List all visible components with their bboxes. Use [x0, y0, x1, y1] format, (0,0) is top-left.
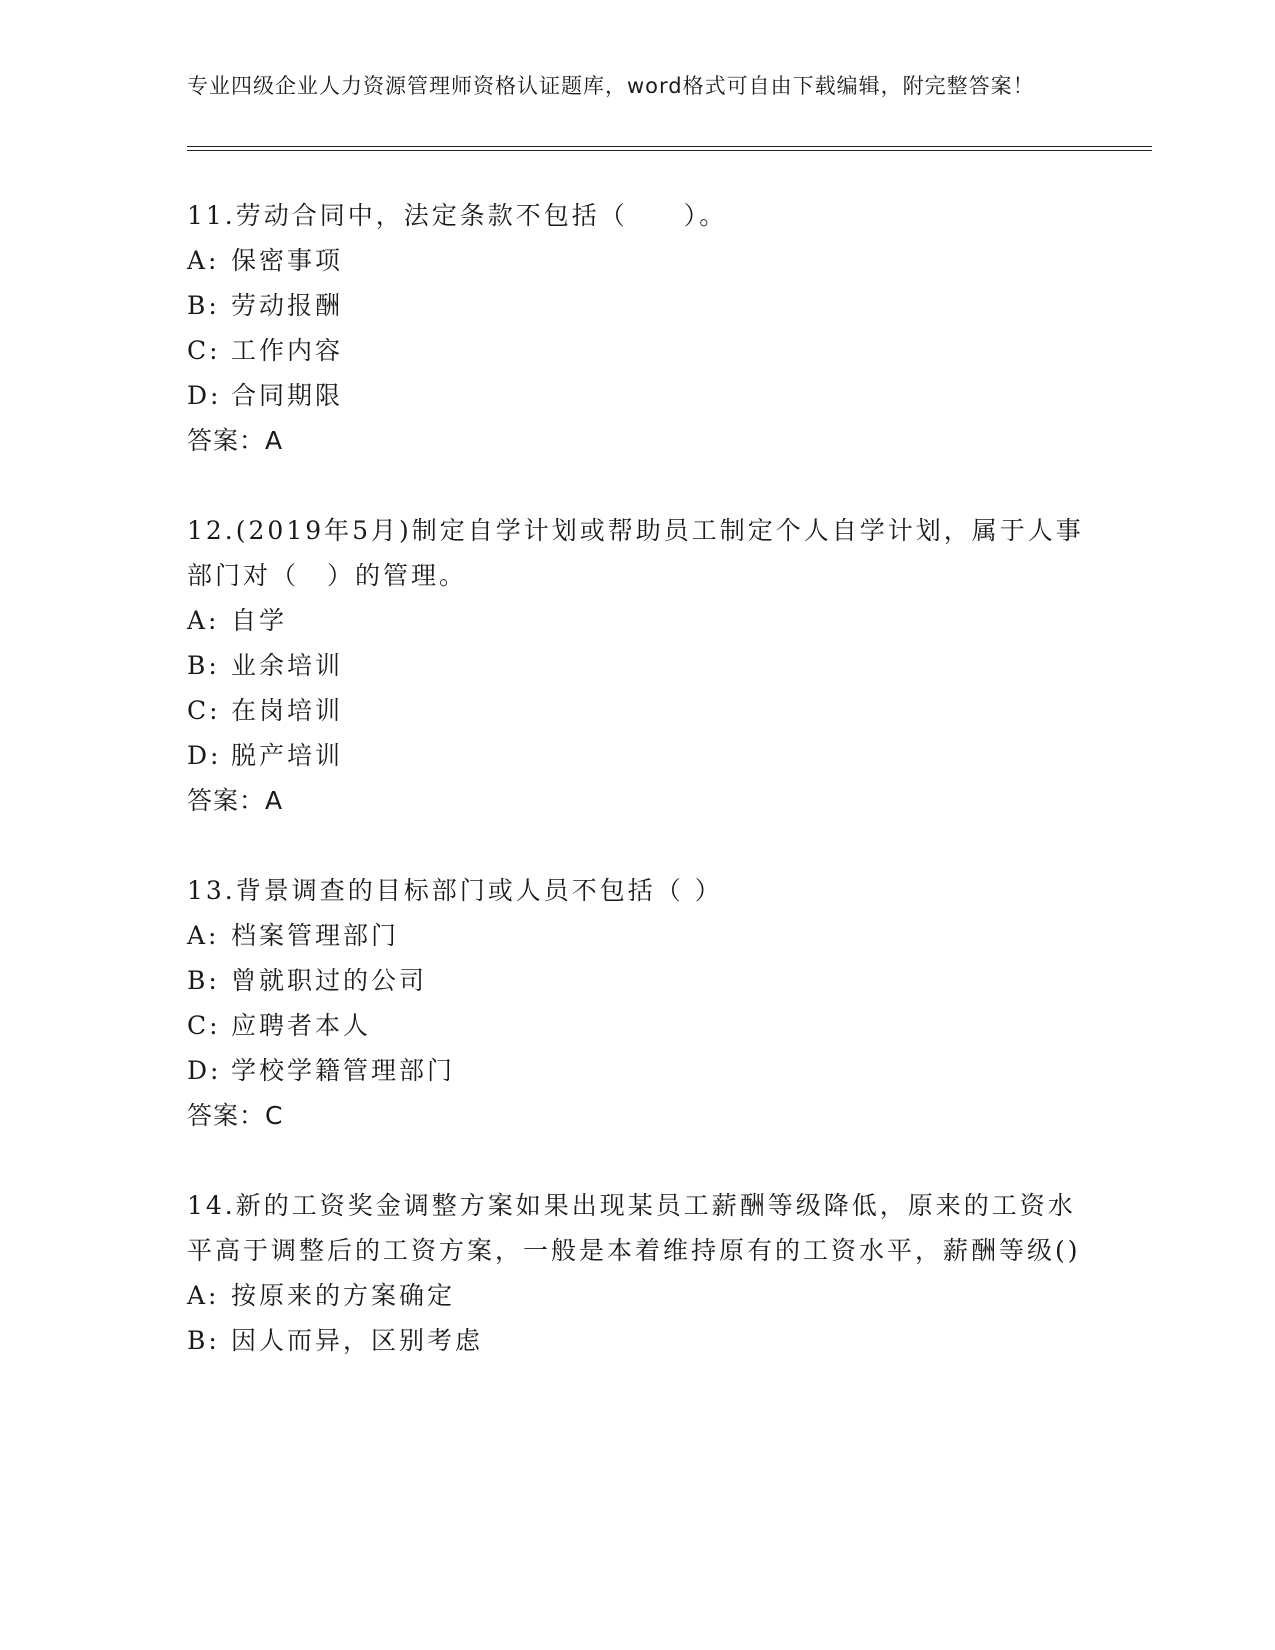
option-key: A: — [187, 246, 220, 275]
question-list — [187, 193, 1152, 1363]
option-a — [187, 1273, 1152, 1318]
option-text: 劳动报酬 — [231, 291, 344, 320]
option-text: 自学 — [231, 606, 288, 635]
option-key: C: — [187, 1011, 221, 1040]
option-d — [187, 733, 1152, 778]
header-divider — [187, 146, 1152, 151]
option-b — [187, 283, 1152, 328]
option-d — [187, 1048, 1152, 1093]
option-text: 合同期限 — [231, 381, 344, 410]
option-key: A: — [187, 921, 220, 950]
option-a — [187, 598, 1152, 643]
option-text: 按原来的方案确定 — [231, 1281, 456, 1310]
option-key: B: — [187, 651, 220, 680]
document-header: 专业四级企业人力资源管理师资格认证题库，word格式可自由下载编辑，附完整答案！ — [187, 74, 1035, 98]
option-text: 工作内容 — [231, 336, 344, 365]
option-a — [187, 913, 1152, 958]
question-stem: 12.(2019年5月)制定自学计划或帮助员工制定个人自学计划，属于人事部门对（ ）的管理。 — [187, 516, 1084, 590]
option-c — [187, 688, 1152, 733]
answer-line: 答案：C — [187, 1101, 284, 1130]
option-key: B: — [187, 1326, 220, 1355]
option-key: A: — [187, 1281, 220, 1310]
option-key: B: — [187, 966, 220, 995]
answer-line: 答案：A — [187, 426, 284, 455]
answer-line: 答案：A — [187, 786, 284, 815]
question-11 — [187, 193, 1152, 463]
option-text: 在岗培训 — [231, 696, 344, 725]
option-a — [187, 238, 1152, 283]
question-stem: 11.劳动合同中，法定条款不包括（ ）。 — [187, 201, 728, 230]
option-c — [187, 1003, 1152, 1048]
option-text: 因人而异，区别考虑 — [231, 1326, 484, 1355]
option-b — [187, 958, 1152, 1003]
option-text: 业余培训 — [231, 651, 344, 680]
option-text: 保密事项 — [231, 246, 344, 275]
option-b — [187, 1318, 1152, 1363]
question-14 — [187, 1183, 1152, 1363]
option-key: D: — [187, 381, 222, 410]
document-page — [187, 70, 1152, 1408]
option-text: 脱产培训 — [231, 741, 344, 770]
question-stem: 14.新的工资奖金调整方案如果出现某员工薪酬等级降低，原来的工资水平高于调整后的工资方案，一般是本着维持原有的工资水平，薪酬等级() — [187, 1191, 1081, 1265]
option-key: C: — [187, 336, 221, 365]
option-key: D: — [187, 1056, 222, 1085]
option-text: 应聘者本人 — [231, 1011, 372, 1040]
option-key: B: — [187, 291, 220, 320]
option-text: 曾就职过的公司 — [231, 966, 428, 995]
question-12 — [187, 508, 1152, 823]
option-d — [187, 373, 1152, 418]
option-key: D: — [187, 741, 222, 770]
option-c — [187, 328, 1152, 373]
option-b — [187, 643, 1152, 688]
option-key: C: — [187, 696, 221, 725]
question-stem: 13.背景调查的目标部门或人员不包括（ ） — [187, 876, 723, 905]
option-text: 学校学籍管理部门 — [231, 1056, 456, 1085]
question-13 — [187, 868, 1152, 1138]
option-key: A: — [187, 606, 220, 635]
option-text: 档案管理部门 — [231, 921, 400, 950]
